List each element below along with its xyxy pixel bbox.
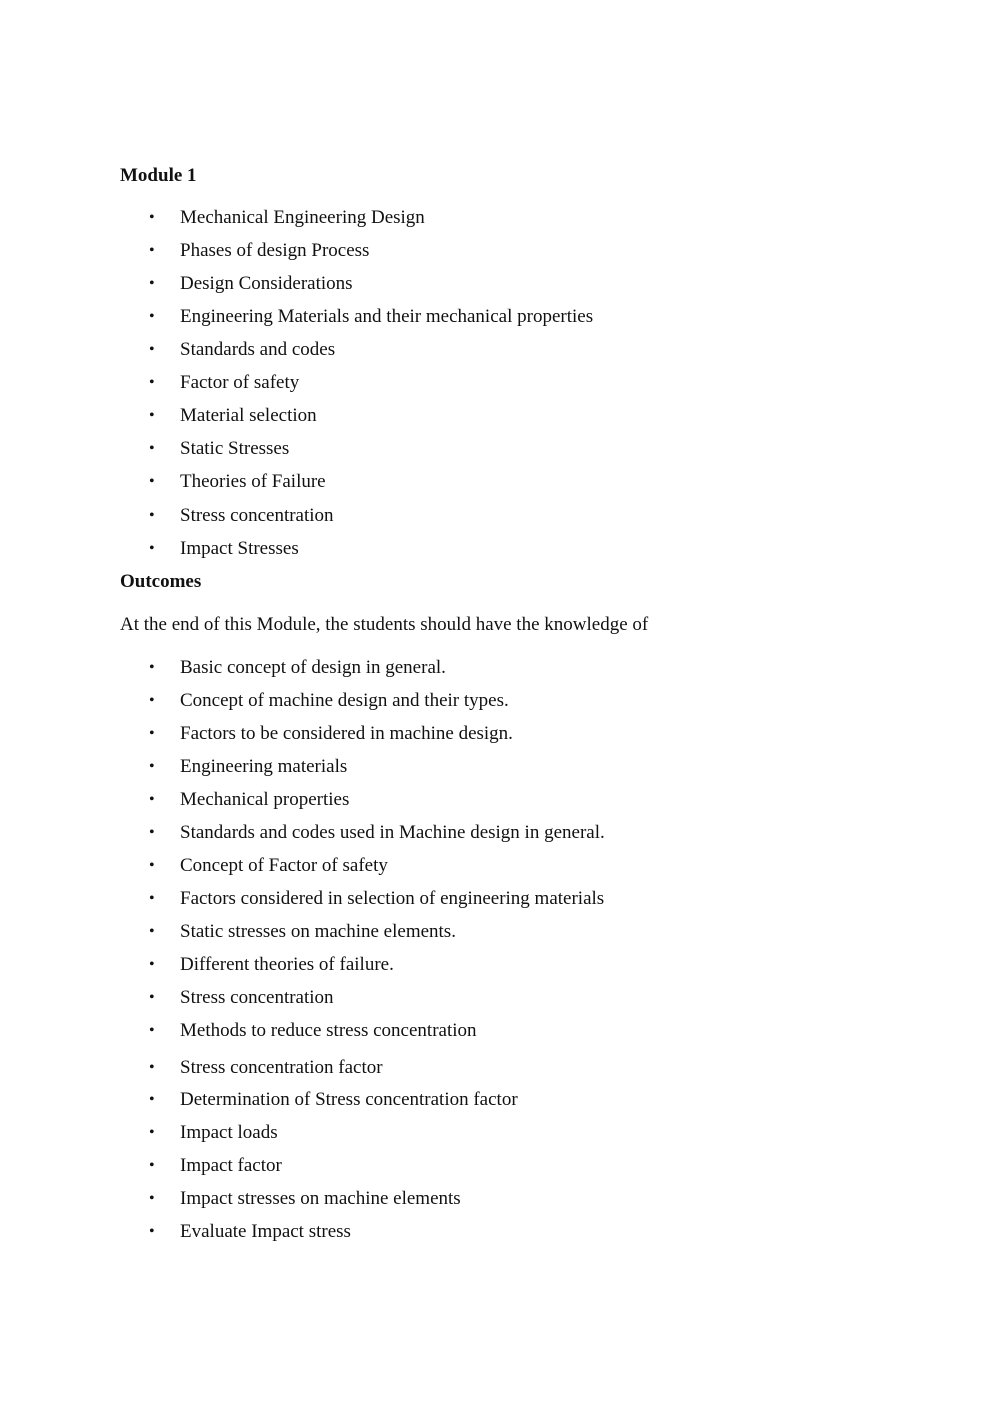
list-item: • Basic concept of design in general.: [149, 657, 446, 678]
bullet-icon: •: [149, 507, 155, 524]
bullet-icon: •: [149, 890, 155, 907]
bullet-icon: •: [149, 989, 155, 1006]
outcomes-intro: At the end of this Module, the students should have the knowledge of: [120, 614, 649, 635]
bullet-icon: •: [149, 407, 155, 424]
list-item: • Standards and codes: [149, 339, 336, 360]
bullet-icon: •: [149, 956, 155, 973]
bullet-icon: •: [149, 1190, 155, 1207]
module-title: Module 1: [120, 165, 197, 186]
outcomes-title: Outcomes: [120, 571, 202, 592]
list-item: • Factors considered in selection of engineering materials: [149, 888, 605, 909]
bullet-icon: •: [149, 857, 155, 874]
bullet-icon: •: [149, 923, 155, 940]
list-item: • Theories of Failure: [149, 471, 326, 492]
bullet-icon: •: [149, 1223, 155, 1240]
list-item: • Engineering materials: [149, 756, 348, 777]
bullet-icon: •: [149, 824, 155, 841]
list-item: • Impact stresses on machine elements: [149, 1188, 461, 1209]
list-item: • Design Considerations: [149, 273, 353, 294]
list-item: • Determination of Stress concentration factor: [149, 1089, 518, 1110]
list-item: • Evaluate Impact stress: [149, 1221, 351, 1242]
bullet-icon: •: [149, 275, 155, 292]
bullet-icon: •: [149, 341, 155, 358]
list-item: • Concept of machine design and their types.: [149, 690, 509, 711]
list-item: • Stress concentration factor: [149, 1057, 383, 1078]
list-item: • Stress concentration: [149, 505, 334, 526]
bullet-icon: •: [149, 1157, 155, 1174]
bullet-icon: •: [149, 473, 155, 490]
list-item: • Factors to be considered in machine design.: [149, 723, 513, 744]
bullet-icon: •: [149, 374, 155, 391]
bullet-icon: •: [149, 725, 155, 742]
list-item: • Static Stresses: [149, 438, 290, 459]
list-item: • Impact Stresses: [149, 538, 299, 559]
bullet-icon: •: [149, 1091, 155, 1108]
list-item: • Different theories of failure.: [149, 954, 394, 975]
list-item: • Impact loads: [149, 1122, 278, 1143]
bullet-icon: •: [149, 308, 155, 325]
list-item: • Mechanical properties: [149, 789, 350, 810]
bullet-icon: •: [149, 692, 155, 709]
list-item: • Standards and codes used in Machine design in general.: [149, 822, 605, 843]
bullet-icon: •: [149, 791, 155, 808]
bullet-icon: •: [149, 1124, 155, 1141]
list-item: • Mechanical Engineering Design: [149, 207, 425, 228]
list-item: • Static stresses on machine elements.: [149, 921, 456, 942]
list-item: • Factor of safety: [149, 372, 300, 393]
list-item: • Impact factor: [149, 1155, 282, 1176]
bullet-icon: •: [149, 758, 155, 775]
list-item: • Methods to reduce stress concentration: [149, 1020, 477, 1041]
bullet-icon: •: [149, 242, 155, 259]
bullet-icon: •: [149, 659, 155, 676]
bullet-icon: •: [149, 1022, 155, 1039]
list-item: • Engineering Materials and their mechanical properties: [149, 306, 594, 327]
bullet-icon: •: [149, 440, 155, 457]
list-item: • Stress concentration: [149, 987, 334, 1008]
list-item: • Material selection: [149, 405, 317, 426]
bullet-icon: •: [149, 209, 155, 226]
bullet-icon: •: [149, 540, 155, 557]
list-item: • Phases of design Process: [149, 240, 370, 261]
bullet-icon: •: [149, 1059, 155, 1076]
list-item: • Concept of Factor of safety: [149, 855, 388, 876]
